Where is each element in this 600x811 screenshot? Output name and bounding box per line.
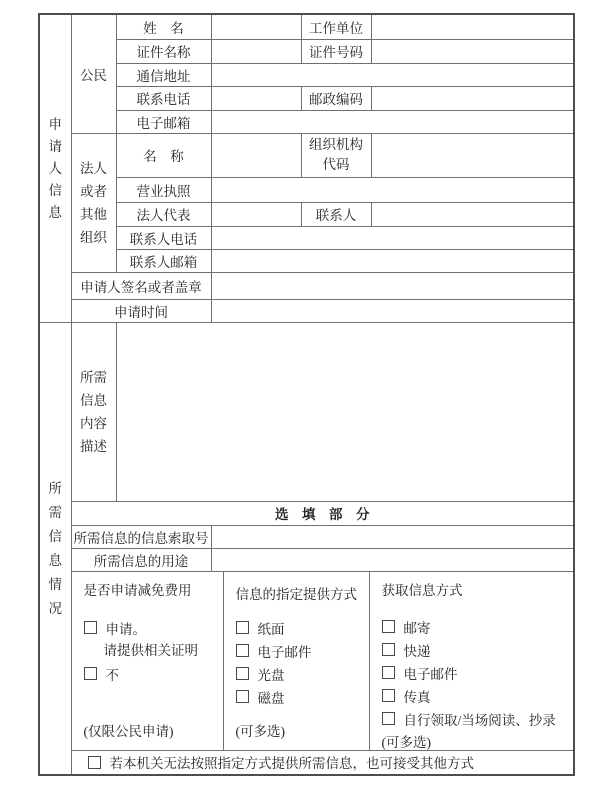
pickup-option-label: 自行领取/当场阅读、抄录 [403, 712, 556, 728]
obtain-option-express[interactable] [382, 639, 568, 661]
org-code-input-cell[interactable] [371, 133, 573, 177]
required-info-section-label [40, 323, 71, 774]
organization-group-label [71, 133, 116, 272]
obtain-method-note: (可多选) [381, 734, 431, 750]
apply-time-label: 申请时间 [71, 299, 211, 322]
id-number-label: 证件号码 [301, 39, 371, 63]
contact-input-cell[interactable] [371, 202, 573, 226]
obtain-option-email[interactable] [382, 662, 568, 684]
other-method-row [71, 750, 573, 774]
fee-waiver-note: (仅限公民申请) [83, 723, 174, 739]
express-checkbox[interactable] [382, 643, 395, 656]
fee-waiver-option-no[interactable] [84, 663, 217, 685]
org-code-label-text: 组织机构代码 [309, 137, 363, 172]
required-info-section-label-text: 所需信息情况 [48, 480, 62, 616]
address-input-cell[interactable] [211, 63, 573, 86]
id-type-label: 证件名称 [116, 39, 211, 63]
description-input-cell[interactable] [116, 323, 573, 501]
disk-option-label: 磁盘 [257, 690, 285, 706]
legal-rep-label: 法人代表 [116, 202, 211, 226]
provide-option-email[interactable] [236, 640, 363, 662]
contact-label: 联系人 [301, 202, 371, 226]
name-input-cell[interactable] [211, 15, 301, 39]
apply-option-subtext: 请提供相关证明 [103, 642, 198, 658]
address-label: 通信地址 [116, 63, 211, 86]
other-method-checkbox[interactable] [88, 756, 101, 769]
contact-phone-input-cell[interactable] [211, 226, 573, 249]
applicant-section-label-text: 申请人信息 [48, 116, 62, 220]
fee-waiver-title: 是否申请减免费用 [83, 582, 192, 598]
fax-option-label: 传真 [403, 689, 431, 705]
purpose-label: 所需信息的用途 [71, 548, 211, 571]
signature-label: 申请人签名或者盖章 [71, 272, 211, 299]
org-name-label: 名 称 [116, 133, 211, 177]
work-unit-input-cell[interactable] [371, 15, 573, 39]
postal-code-label: 邮政编码 [301, 86, 371, 110]
provide-option-paper[interactable] [236, 617, 363, 639]
signature-input-cell[interactable] [211, 272, 573, 299]
obtain-email-option-label: 电子邮件 [403, 666, 458, 682]
provide-email-checkbox[interactable] [236, 644, 249, 657]
mail-checkbox[interactable] [382, 620, 395, 633]
index-number-input-cell[interactable] [211, 525, 573, 548]
provide-option-disk[interactable] [236, 686, 363, 708]
cd-option-label: 光盘 [257, 667, 285, 683]
organization-group-label-text: 法人或者其他组织 [80, 160, 107, 245]
mail-option-label: 邮寄 [403, 620, 431, 636]
fax-checkbox[interactable] [382, 689, 395, 702]
provide-email-option-label: 电子邮件 [257, 644, 312, 660]
citizen-group-label: 公民 [71, 15, 116, 133]
other-method-note-text: 若本机关无法按照指定方式提供所需信息，也可接受其他方式 [109, 756, 474, 772]
cd-checkbox[interactable] [236, 667, 249, 680]
provide-method-note: (可多选) [235, 723, 285, 739]
contact-email-label: 联系人邮箱 [116, 249, 211, 272]
obtain-method-title: 获取信息方式 [381, 582, 463, 598]
other-method-option[interactable] [74, 752, 572, 772]
apply-time-input-cell[interactable] [211, 299, 573, 322]
org-name-input-cell[interactable] [211, 133, 301, 177]
work-unit-label: 工作单位 [301, 15, 371, 39]
express-option-label: 快递 [403, 643, 431, 659]
phone-label: 联系电话 [116, 86, 211, 110]
purpose-input-cell[interactable] [211, 548, 573, 571]
obtain-method-cell [369, 571, 573, 750]
postal-code-input-cell[interactable] [371, 86, 573, 110]
apply-option-label: 申请。 [105, 621, 146, 637]
email-input-cell[interactable] [211, 110, 573, 133]
applicant-section-label [40, 15, 71, 322]
obtain-option-fax[interactable] [382, 685, 568, 707]
obtain-option-mail[interactable] [382, 616, 568, 638]
description-label [71, 323, 116, 501]
disk-checkbox[interactable] [236, 690, 249, 703]
contact-phone-label: 联系人电话 [116, 226, 211, 249]
fee-waiver-cell [71, 571, 223, 750]
obtain-email-checkbox[interactable] [382, 666, 395, 679]
information-request-form [38, 13, 575, 776]
index-number-label: 所需信息的信息索取号 [71, 525, 211, 548]
contact-email-input-cell[interactable] [211, 249, 573, 272]
id-number-input-cell[interactable] [371, 39, 573, 63]
provide-method-cell [223, 571, 369, 750]
paper-checkbox[interactable] [236, 621, 249, 634]
applicant-info-table [40, 15, 573, 322]
paper-option-label: 纸面 [257, 621, 285, 637]
fee-waiver-option-apply[interactable] [84, 617, 217, 639]
business-license-input-cell[interactable] [211, 177, 573, 202]
phone-input-cell[interactable] [211, 86, 301, 110]
legal-rep-input-cell[interactable] [211, 202, 301, 226]
optional-part-title: 选 填 部 分 [71, 501, 573, 525]
name-label: 姓 名 [116, 15, 211, 39]
org-code-label [301, 133, 371, 177]
id-type-input-cell[interactable] [211, 39, 301, 63]
provide-option-cd[interactable] [236, 663, 363, 685]
apply-checkbox[interactable] [84, 621, 97, 634]
description-label-text: 所需信息内容描述 [80, 369, 107, 454]
email-label: 电子邮箱 [116, 110, 211, 133]
business-license-label: 营业执照 [116, 177, 211, 202]
required-info-table [40, 323, 573, 774]
pickup-checkbox[interactable] [382, 712, 395, 725]
no-checkbox[interactable] [84, 667, 97, 680]
provide-method-title: 信息的指定提供方式 [235, 586, 357, 602]
no-option-label: 不 [105, 667, 119, 683]
obtain-option-pickup[interactable] [382, 708, 568, 730]
